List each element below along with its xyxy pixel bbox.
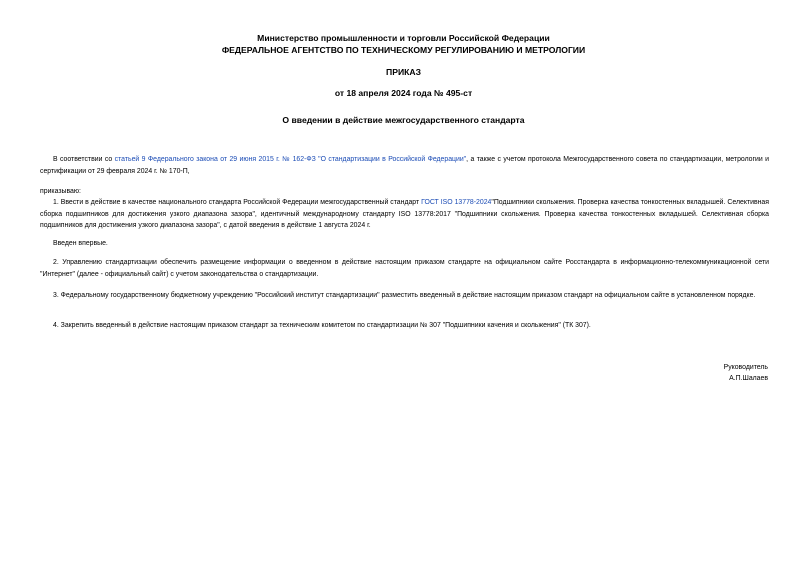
law-link[interactable]: статьей 9 Федерального закона от 29 июня 2015 г. № 162-ФЗ "О стандартизации в Российской Федерации" [114, 156, 467, 163]
ministry-name: Министерство промышленности и торговли Российской Федерации [257, 33, 550, 43]
order-date-number: от 18 апреля 2024 года № 495-ст [334, 88, 473, 98]
preamble-text-after: , а также с учетом протокола Межгосударственного совета по стандартизации, метрологии и сертификации от 29 февраля 2024 г. № 170-П, [40, 156, 769, 175]
document-type: ПРИКАЗ [386, 67, 421, 77]
item-4-paragraph: 4. Закрепить введенный в действие настоящим приказом стандарт за техническим комитетом по стандартизации № 307 "Подшипники качения и скольжения" (ТК 307). [53, 322, 591, 329]
agency-name: ФЕДЕРАЛЬНОЕ АГЕНТСТВО ПО ТЕХНИЧЕСКОМУ РЕГУЛИРОВАНИЮ И МЕТРОЛОГИИ [221, 45, 586, 55]
item-2-paragraph: 2. Управлению стандартизации обеспечить размещение информации о введенном в действие настоящим приказом стандарте на официальном сайте Росстандарта в информационно-телекоммуникационной сети "Интернет" (далее - официальный сайт) с учетом законодательства о стандартизации. [40, 259, 769, 278]
preamble-text-before: В соответствии со [53, 156, 115, 163]
standard-link[interactable]: ГОСТ ISO 13778-2024 [421, 199, 492, 206]
signature-name: А.П.Шалаев [729, 375, 768, 382]
introduced-first-note: Введен впервые. [53, 240, 108, 247]
preamble-paragraph [40, 154, 769, 177]
item-1-text-before: 1. Ввести в действие в качестве национального стандарта Российской Федерации межгосударственный стандарт [53, 199, 422, 206]
item-1-paragraph [40, 197, 769, 232]
order-word: приказываю: [40, 188, 81, 195]
item-1-text-after: "Подшипники скольжения. Проверка качества тонкостенных вкладышей. Селективная сборка подшипников для достижения узкого диапазона зазора", идентичный международному стандарту ISO 13778:2017 "Подшипники скольжения. Проверка качества тонкостенных вкладышей. Селективная сборка подшипников для достижения узкого диапазона зазора", с датой введения в действие 1 августа 2024 г. [40, 199, 769, 229]
signature-role: Руководитель [723, 364, 768, 371]
document-title: О введении в действие межгосударственного стандарта [282, 115, 525, 125]
item-3-paragraph: 3. Федеральному государственному бюджетному учреждению "Российский институт стандартизации" разместить введенный в действие настоящим приказом стандарт на официальном сайте в установленном порядке. [53, 292, 756, 299]
